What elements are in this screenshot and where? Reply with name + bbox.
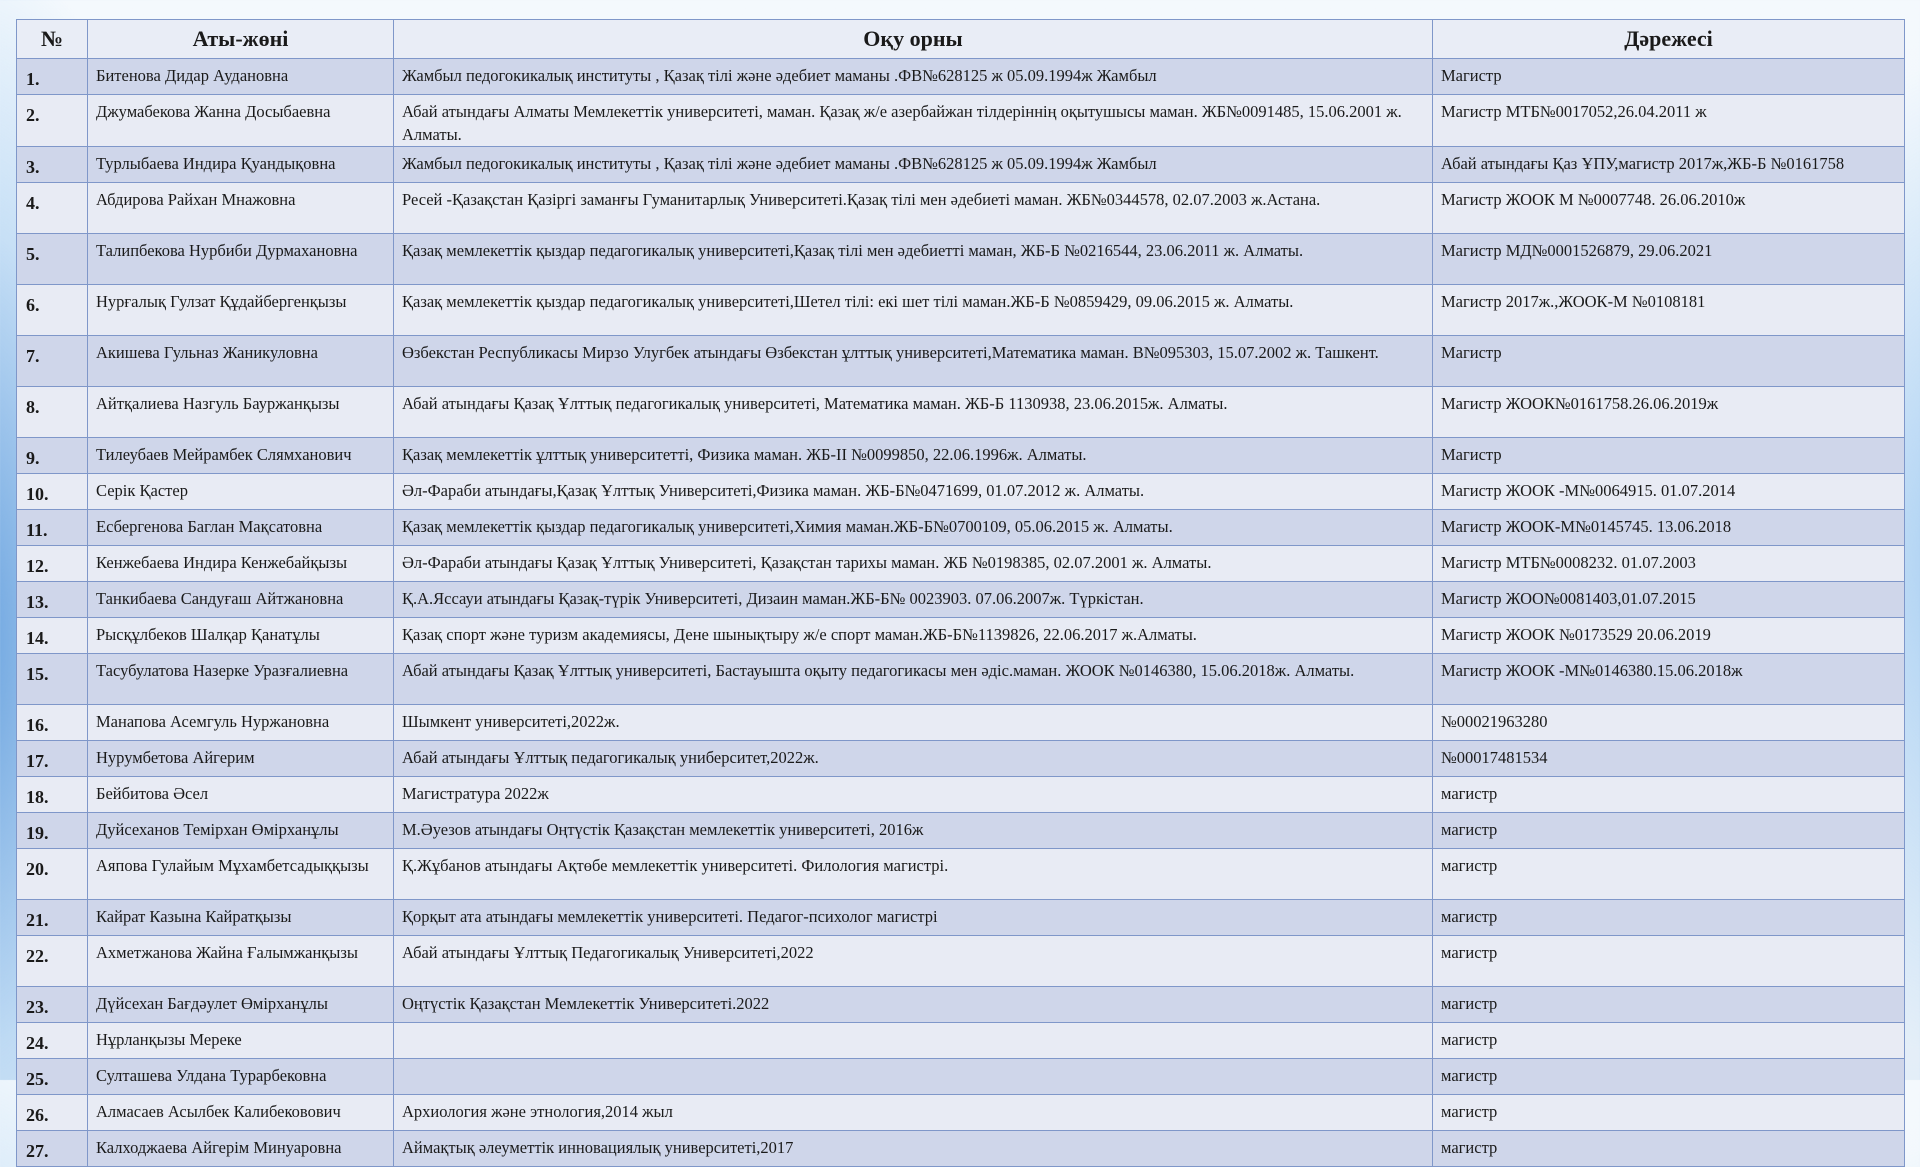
table-row [17, 936, 1905, 987]
table-row [17, 1131, 1905, 1167]
table-row [17, 618, 1905, 654]
row-full-name: Талипбекова Нурбиби Дурмахановна [88, 234, 394, 285]
row-number: 2. [17, 95, 88, 147]
row-number: 6. [17, 285, 88, 336]
row-degree: Магистр ЖООК №0173529 20.06.2019 [1433, 618, 1905, 654]
row-degree: Магистр [1433, 59, 1905, 95]
table-row [17, 654, 1905, 705]
row-institution: Абай атындағы Алматы Мемлекеттік университеті, маман. Қазақ ж/е азербайжан тілдеріннің оқытушысы маман. ЖБ№0091485, 15.06.2001 ж. Алматы. [394, 95, 1433, 147]
table-row [17, 900, 1905, 936]
row-degree: Магистр МД№0001526879, 29.06.2021 [1433, 234, 1905, 285]
row-number: 23. [17, 987, 88, 1023]
row-full-name: Серік Қастер [88, 474, 394, 510]
row-number: 15. [17, 654, 88, 705]
table-row [17, 1023, 1905, 1059]
table-row [17, 777, 1905, 813]
row-institution: Қорқыт ата атындағы мемлекеттік университеті. Педагог-психолог магистрі [394, 900, 1433, 936]
table-row [17, 95, 1905, 147]
row-number: 18. [17, 777, 88, 813]
header-institution: Оқу орны [394, 20, 1433, 59]
table-row [17, 582, 1905, 618]
row-full-name: Султашева Улдана Турарбековна [88, 1059, 394, 1095]
table-row [17, 474, 1905, 510]
row-degree: Магистр ЖООК№0161758.26.06.2019ж [1433, 387, 1905, 438]
row-full-name: Алмасаев Асылбек Калибековович [88, 1095, 394, 1131]
table-row [17, 1059, 1905, 1095]
row-institution: Қазақ мемлекеттік қыздар педагогикалық университеті,Химия маман.ЖБ-Б№0700109, 05.06.2015 ж. Алматы. [394, 510, 1433, 546]
row-number: 24. [17, 1023, 88, 1059]
row-institution: М.Әуезов атындағы Оңтүстік Қазақстан мемлекеттік университеті, 2016ж [394, 813, 1433, 849]
row-full-name: Джумабекова Жанна Досыбаевна [88, 95, 394, 147]
row-number: 9. [17, 438, 88, 474]
row-full-name: Аяпова Гулайым Мұхамбетсадыққызы [88, 849, 394, 900]
row-institution: Магистратура 2022ж [394, 777, 1433, 813]
row-degree: магистр [1433, 1095, 1905, 1131]
row-institution: Әл-Фараби атындағы,Қазақ Ұлттық Университеті,Физика маман. ЖБ-Б№0471699, 01.07.2012 ж. Алматы. [394, 474, 1433, 510]
row-number: 8. [17, 387, 88, 438]
row-institution: Ресей -Қазақстан Қазіргі заманғы Гуманитарлық Университеті.Қазақ тілі мен әдебиеті маман. ЖБ№0344578, 02.07.2003 ж.Астана. [394, 183, 1433, 234]
row-institution: Жамбыл педогокикалық институты , Қазақ тілі және әдебиет маманы .ФВ№628125 ж 05.09.1994ж Жамбыл [394, 59, 1433, 95]
row-degree: №00017481534 [1433, 741, 1905, 777]
row-degree: магистр [1433, 936, 1905, 987]
table-row [17, 987, 1905, 1023]
row-full-name: Дүйсехан Бағдәулет Өмірханұлы [88, 987, 394, 1023]
row-full-name: Тасубулатова Назерке Уразғалиевна [88, 654, 394, 705]
row-number: 19. [17, 813, 88, 849]
row-full-name: Абдирова Райхан Мнажовна [88, 183, 394, 234]
row-number: 17. [17, 741, 88, 777]
row-full-name: Бейбитова Әсел [88, 777, 394, 813]
row-institution: Абай атындағы Ұлттық Педагогикалық Университеті,2022 [394, 936, 1433, 987]
row-degree: магистр [1433, 813, 1905, 849]
row-number: 4. [17, 183, 88, 234]
row-degree: Магистр ЖОО№0081403,01.07.2015 [1433, 582, 1905, 618]
row-number: 3. [17, 147, 88, 183]
row-full-name: Тилеубаев Мейрамбек Слямханович [88, 438, 394, 474]
row-degree: магистр [1433, 1023, 1905, 1059]
row-institution: Аймақтық әлеуметтік инновациялық университеті,2017 [394, 1131, 1433, 1167]
row-degree: Магистр 2017ж.,ЖООК-М №0108181 [1433, 285, 1905, 336]
row-degree: Магистр ЖООК М №0007748. 26.06.2010ж [1433, 183, 1905, 234]
table-row [17, 438, 1905, 474]
row-full-name: Битенова Дидар Аудановна [88, 59, 394, 95]
row-degree: №00021963280 [1433, 705, 1905, 741]
row-number: 11. [17, 510, 88, 546]
row-institution: Жамбыл педогокикалық институты , Қазақ тілі және әдебиет маманы .ФВ№628125 ж 05.09.1994ж Жамбыл [394, 147, 1433, 183]
row-degree: Абай атындағы Қаз ҰПУ,магистр 2017ж,ЖБ-Б №0161758 [1433, 147, 1905, 183]
row-institution: Оңтүстік Қазақстан Мемлекеттік Университеті.2022 [394, 987, 1433, 1023]
row-number: 14. [17, 618, 88, 654]
table-row [17, 183, 1905, 234]
row-full-name: Дуйсеханов Темірхан Өмірханұлы [88, 813, 394, 849]
row-institution: Шымкент университеті,2022ж. [394, 705, 1433, 741]
row-full-name: Нұрланқызы Мереке [88, 1023, 394, 1059]
row-institution: Өзбекстан Республикасы Мирзо Улугбек атындағы Өзбекстан ұлттық университеті,Математика маман. В№095303, 15.07.2002 ж. Ташкент. [394, 336, 1433, 387]
table-row [17, 813, 1905, 849]
row-institution: Қазақ мемлекеттік қыздар педагогикалық университеті,Қазақ тілі мен әдебиетті маман, ЖБ-Б №0216544, 23.06.2011 ж. Алматы. [394, 234, 1433, 285]
row-degree: магистр [1433, 900, 1905, 936]
row-full-name: Кенжебаева Индира Кенжебайқызы [88, 546, 394, 582]
row-full-name: Манапова Асемгуль Нуржановна [88, 705, 394, 741]
row-full-name: Есбергенова Баглан Мақсатовна [88, 510, 394, 546]
row-number: 22. [17, 936, 88, 987]
row-institution: Қ.А.Яссауи атындағы Қазақ-түрік Университеті, Дизаин маман.ЖБ-Б№ 0023903. 07.06.2007ж. Түркістан. [394, 582, 1433, 618]
row-number: 27. [17, 1131, 88, 1167]
row-number: 1. [17, 59, 88, 95]
row-degree: магистр [1433, 1131, 1905, 1167]
row-full-name: Акишева Гульназ Жаникуловна [88, 336, 394, 387]
table-row [17, 59, 1905, 95]
header-degree: Дәрежесі [1433, 20, 1905, 59]
row-institution [394, 1023, 1433, 1059]
row-number: 21. [17, 900, 88, 936]
row-full-name: Айтқалиева Назгуль Бауржанқызы [88, 387, 394, 438]
row-degree: Магистр МТБ№0008232. 01.07.2003 [1433, 546, 1905, 582]
table-row [17, 510, 1905, 546]
row-institution: Архиология және этнология,2014 жыл [394, 1095, 1433, 1131]
row-number: 7. [17, 336, 88, 387]
row-degree: Магистр ЖООК-М№0145745. 13.06.2018 [1433, 510, 1905, 546]
row-degree: Магистр [1433, 336, 1905, 387]
row-number: 12. [17, 546, 88, 582]
row-degree: магистр [1433, 1059, 1905, 1095]
row-full-name: Рысқұлбеков Шалқар Қанатұлы [88, 618, 394, 654]
table-row [17, 285, 1905, 336]
table-row [17, 546, 1905, 582]
row-degree: магистр [1433, 777, 1905, 813]
row-institution: Қазақ спорт және туризм академиясы, Дене шынықтыру ж/е спорт маман.ЖБ-Б№1139826, 22.06.2017 ж.Алматы. [394, 618, 1433, 654]
row-number: 5. [17, 234, 88, 285]
row-number: 25. [17, 1059, 88, 1095]
row-full-name: Нурғалық Гулзат Құдайбергенқызы [88, 285, 394, 336]
table-row [17, 387, 1905, 438]
staff-education-table [16, 19, 1905, 1167]
row-institution: Абай атындағы Ұлттық педагогикалық униберситет,2022ж. [394, 741, 1433, 777]
row-institution: Әл-Фараби атындағы Қазақ Ұлттық Университеті, Қазақстан тарихы маман. ЖБ №0198385, 02.07.2001 ж. Алматы. [394, 546, 1433, 582]
row-full-name: Калходжаева Айгерім Минуаровна [88, 1131, 394, 1167]
row-institution: Қазақ мемлекеттік ұлттық университетті, Физика маман. ЖБ-II №0099850, 22.06.1996ж. Алматы. [394, 438, 1433, 474]
row-full-name: Ахметжанова Жайна Ғалымжанқызы [88, 936, 394, 987]
table-row [17, 147, 1905, 183]
row-institution [394, 1059, 1433, 1095]
table-row [17, 336, 1905, 387]
row-degree: Магистр ЖООК -М№0064915. 01.07.2014 [1433, 474, 1905, 510]
table-row [17, 741, 1905, 777]
header-number: № [17, 20, 88, 59]
row-degree: магистр [1433, 849, 1905, 900]
table-header-row [17, 20, 1905, 59]
table-row [17, 705, 1905, 741]
row-institution: Қазақ мемлекеттік қыздар педагогикалық университеті,Шетел тілі: екі шет тілі маман.ЖБ-Б №0859429, 09.06.2015 ж. Алматы. [394, 285, 1433, 336]
row-number: 20. [17, 849, 88, 900]
row-institution: Қ.Жұбанов атындағы Ақтөбе мемлекеттік университеті. Филология магистрі. [394, 849, 1433, 900]
row-full-name: Танкибаева Сандуғаш Айтжановна [88, 582, 394, 618]
row-degree: Магистр ЖООК -М№0146380.15.06.2018ж [1433, 654, 1905, 705]
row-degree: Магистр [1433, 438, 1905, 474]
row-degree: Магистр МТБ№0017052,26.04.2011 ж [1433, 95, 1905, 147]
row-number: 26. [17, 1095, 88, 1131]
row-full-name: Кайрат Казына Кайратқызы [88, 900, 394, 936]
header-full-name: Аты-жөні [88, 20, 394, 59]
row-institution: Абай атындағы Қазақ Ұлттық университеті, Бастауышта оқыту педагогикасы мен әдіс.маман. ЖООК №0146380, 15.06.2018ж. Алматы. [394, 654, 1433, 705]
row-full-name: Турлыбаева Индира Қуандықовна [88, 147, 394, 183]
row-number: 10. [17, 474, 88, 510]
table-row [17, 1095, 1905, 1131]
table-row [17, 234, 1905, 285]
row-number: 13. [17, 582, 88, 618]
row-institution: Абай атындағы Қазақ Ұлттық педагогикалық университеті, Математика маман. ЖБ-Б 1130938, 23.06.2015ж. Алматы. [394, 387, 1433, 438]
row-degree: магистр [1433, 987, 1905, 1023]
row-full-name: Нурумбетова Айгерим [88, 741, 394, 777]
table-body [17, 59, 1905, 1167]
row-number: 16. [17, 705, 88, 741]
table-row [17, 849, 1905, 900]
